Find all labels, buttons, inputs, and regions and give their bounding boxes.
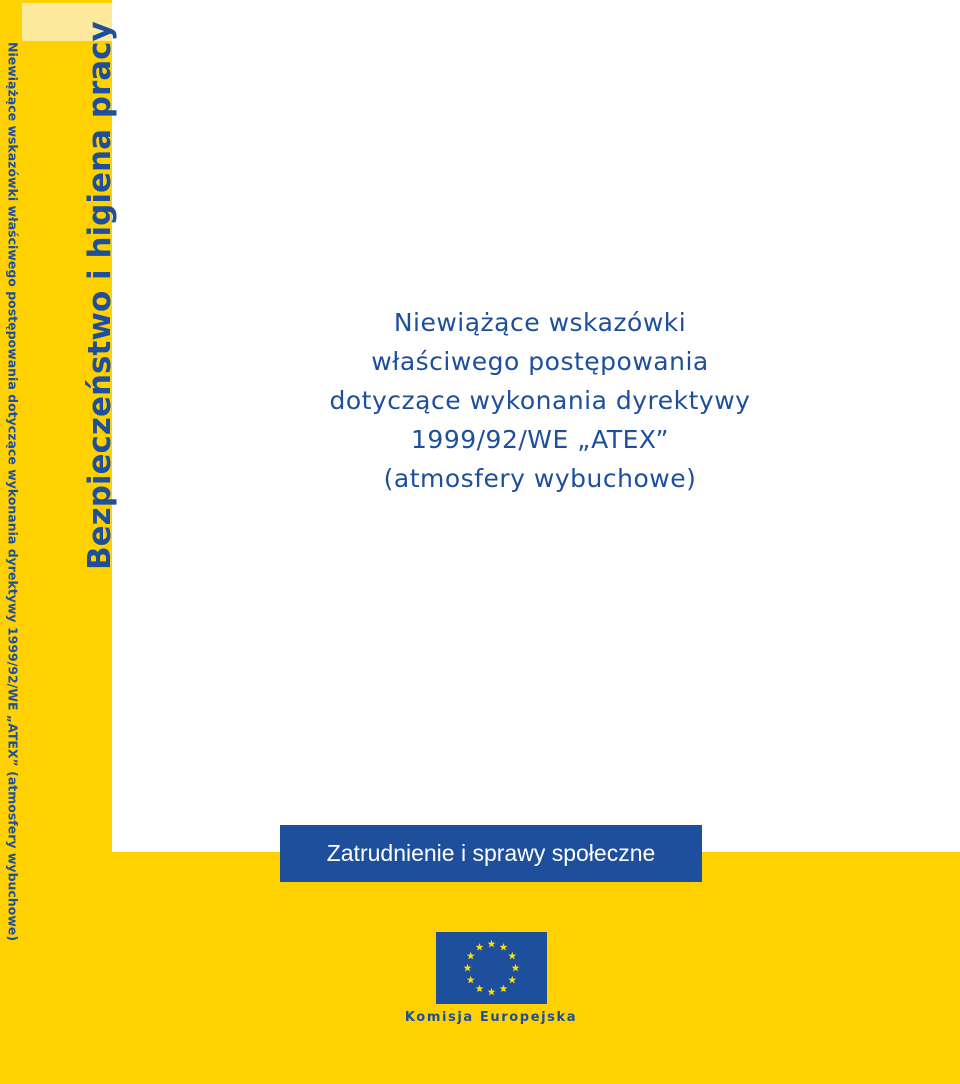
flag-star xyxy=(500,985,508,993)
flag-star xyxy=(476,985,484,993)
eu-flag-svg xyxy=(436,932,547,1004)
title-line-3: dotyczące wykonania dyrektywy xyxy=(329,386,751,415)
flag-star xyxy=(512,964,520,972)
flag-star xyxy=(488,940,496,948)
title-line-4: 1999/92/WE „ATEX” xyxy=(411,425,669,454)
publisher-name: Komisja Europejska xyxy=(404,1010,578,1025)
flag-star xyxy=(508,952,516,960)
series-title: Bezpieczeństwo i higiena pracy xyxy=(82,21,118,570)
flag-star xyxy=(500,943,508,951)
department-banner: Zatrudnienie i sprawy społeczne xyxy=(280,825,702,882)
flag-star xyxy=(476,943,484,951)
flag-star xyxy=(488,988,496,996)
flag-star xyxy=(467,952,475,960)
main-title xyxy=(240,303,840,498)
title-line-5: (atmosfery wybuchowe) xyxy=(383,464,697,493)
title-line-1: Niewiążące wskazówki xyxy=(393,308,687,337)
flag-star xyxy=(467,976,475,984)
flag-star xyxy=(508,976,516,984)
title-line-2: właściwego postępowania xyxy=(371,347,709,376)
eu-flag-icon xyxy=(436,932,547,1004)
flag-star xyxy=(464,964,472,972)
spine-title: Niewiążące wskazówki właściwego postępowania dotyczące wykonania dyrektywy 1999/92/WE „ATEX” (atmosfery wybuchowe) xyxy=(5,42,21,942)
